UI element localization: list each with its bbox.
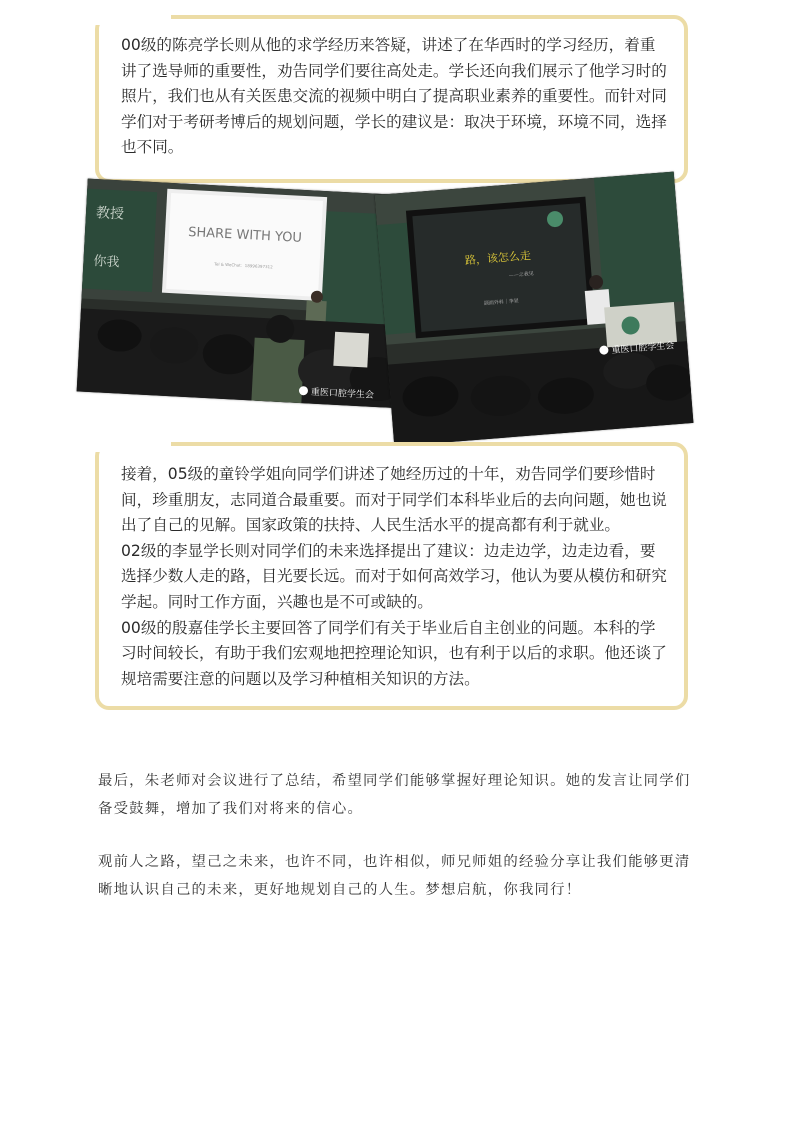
photo-lecture-road-ahead [375, 172, 694, 447]
watermark-text: 重医口腔学生会 [611, 341, 675, 357]
box-corner-gap [93, 440, 171, 452]
paragraph-tong-ling [121, 462, 671, 692]
paragraph-chen-liang: 00级的陈亮学长则从他的求学经历来答疑，讲述了在华西时的学习经历，着重讲了选导师的重要性，劝告同学们要往高处走。学长还向我们展示了他学习时的照片，我们也从有关医患交流的视频中明白了提高职业素养的重要性。而针对同学们对于考研考博后的规划问题，学长的建议是：取决于环境，环境不同，选择也不同。 [121, 36, 667, 157]
box-corner-gap [93, 13, 171, 25]
paragraph-yin-jiajia-text: 00级的殷嘉佳学长主要回答了同学们有关于毕业后自主创业的问题。本科的学习时间较长，有助于我们宏观地把控理论知识，也有利于以后的求职。他还谈了规培需要注意的问题以及学习种植相关知识的方法。 [121, 618, 667, 688]
text-box-alumni-advice [95, 442, 688, 710]
classroom-scene-1 [77, 179, 414, 409]
slide-title: 路，该怎么走 [464, 249, 532, 268]
paragraph-li-xian-text: 02级的李显学长则对同学们的未来选择提出了建议：边走边学，边走边看，要选择少数人走的路，目光要长远。而对于如何高效学习，他认为要从模仿和研究学起。同时工作方面，兴趣也是不可或缺的。 [121, 541, 667, 611]
closing-conclusion: 观前人之路，望己之未来，也许不同，也许相似，师兄师姐的经验分享让我们能够更清晰地认识自己的未来，更好地规划自己的人生。梦想启航，你我同行！ [98, 854, 691, 898]
watermark-text: 重医口腔学生会 [310, 387, 375, 401]
text-box-chen-liang [95, 15, 688, 183]
slide-subtitle: Tel & WeChat：18996397312 [214, 261, 273, 270]
slide-subtitle: ——之我见 [508, 270, 534, 279]
wechat-icon [299, 386, 308, 395]
chalk-doodle: 教授 [95, 205, 125, 223]
slide-title: SHARE WITH YOU [187, 224, 303, 246]
photo-lecture-share-with-you [77, 179, 414, 409]
chalk-doodle: 你我 [93, 254, 120, 271]
classroom-scene-2 [375, 172, 694, 447]
wechat-icon [599, 345, 609, 355]
paragraph-tong-ling-text: 接着，05级的童铃学姐向同学们讲述了她经历过的十年，劝告同学们要珍惜时间，珍重朋友，志同道合最重要。而对于同学们本科毕业后的去向问题，她也说出了自己的见解。国家政策的扶持、人民生活水平的提高都有利于就业。 [121, 465, 667, 535]
closing-summary: 最后，朱老师对会议进行了总结，希望同学们能够掌握好理论知识。她的发言让同学们备受鼓舞，增加了我们对将来的信心。 [98, 773, 691, 817]
slide-author: 颌面外科｜李显 [483, 298, 520, 307]
